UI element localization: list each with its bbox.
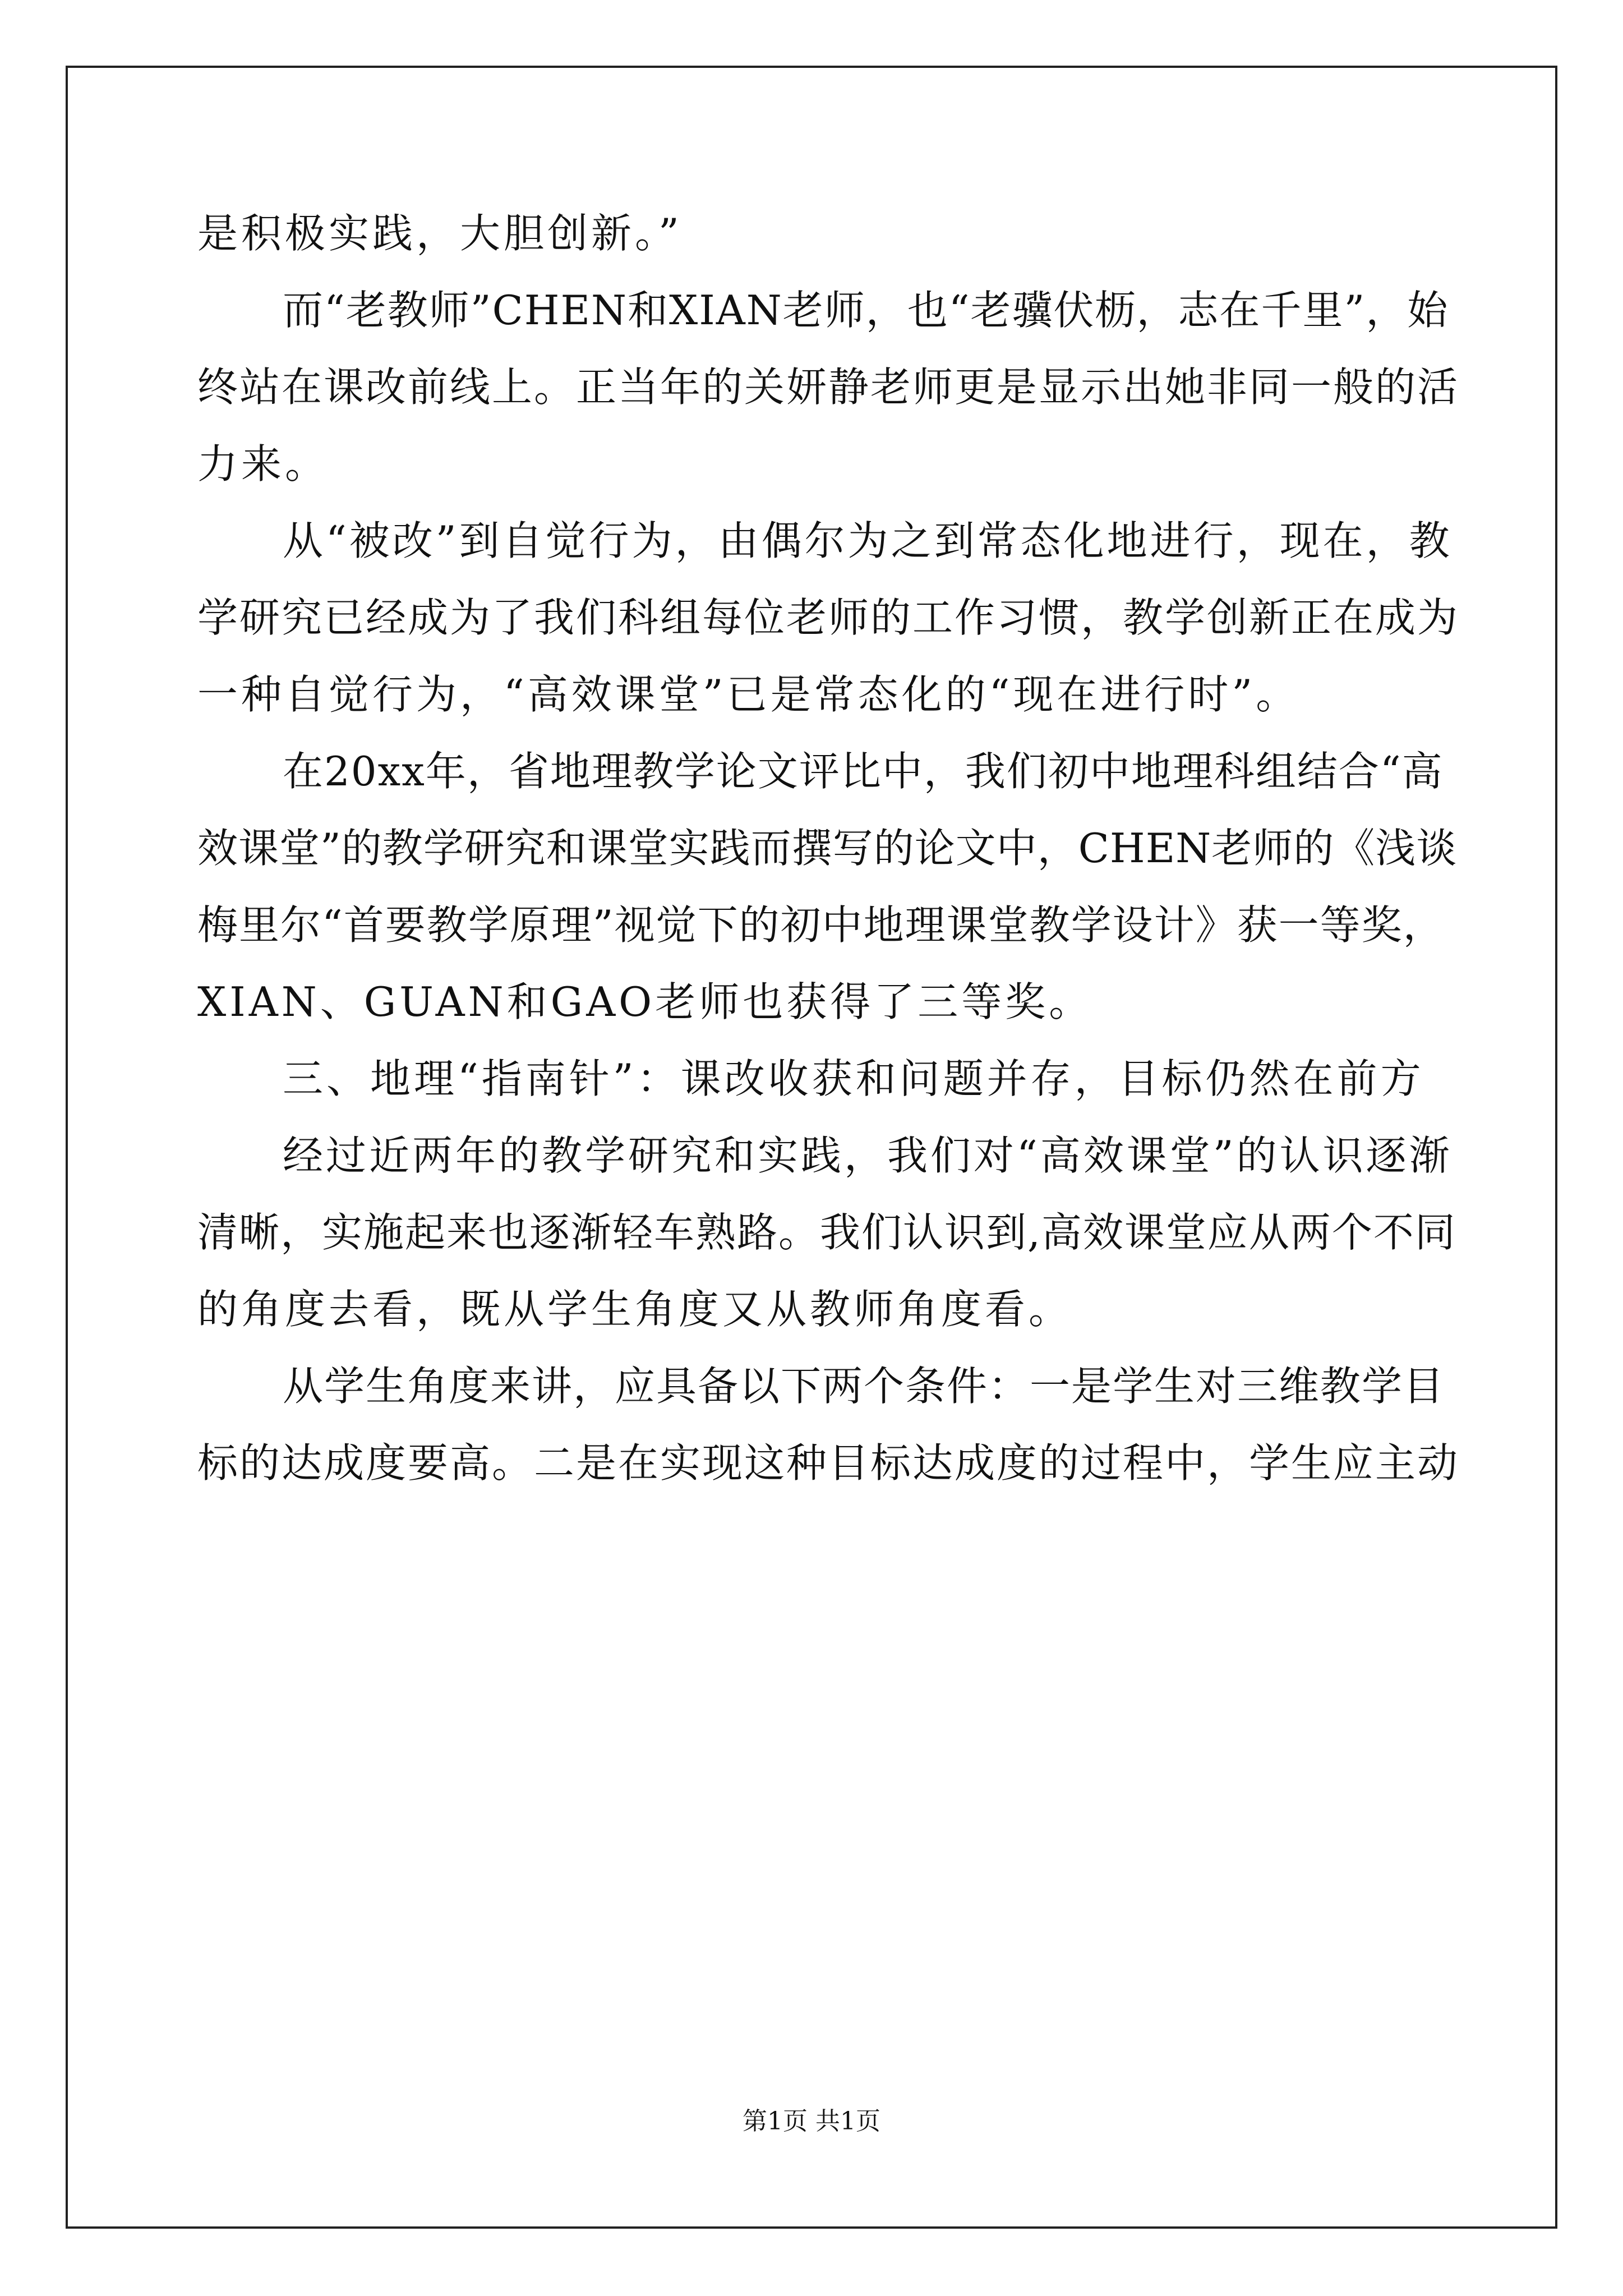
text-line: 一种自觉行为，“高效课堂”已是常态化的“现在进行时”。 — [197, 671, 1300, 718]
text-line: 梅里尔“首要教学原理”视觉下的初中地理课堂教学设计》获一等奖， — [197, 901, 1445, 949]
text-line: 效课堂”的教学研究和课堂实践而撰写的论文中，CHEN老师的《浅谈 — [197, 825, 1458, 872]
text-line: 终站在课改前线上。正当年的关妍静老师更是显示出她非同一般的活 — [197, 364, 1460, 411]
section-heading: 三、地理“指南针”：课改收获和问题并存，目标仍然在前方 — [283, 1055, 1424, 1102]
text-line: 力来。 — [197, 440, 329, 487]
text-line: XIAN、GUAN和GAO老师也获得了三等奖。 — [197, 978, 1093, 1025]
text-line: 经过近两年的教学研究和实践，我们对“高效课堂”的认识逐渐 — [283, 1132, 1453, 1179]
text-line: 从“被改”到自觉行为，由偶尔为之到常态化地进行，现在，教 — [283, 517, 1453, 564]
text-line: 从学生角度来讲，应具备以下两个条件：一是学生对三维教学目 — [283, 1363, 1445, 1410]
text-line: 清晰，实施起来也逐渐轻车熟路。我们认识到,高效课堂应从两个不同 — [197, 1209, 1456, 1256]
text-line: 是积极实践，大胆创新。” — [197, 210, 683, 257]
text-line: 在20xx年，省地理教学论文评比中，我们初中地理科组结合“高 — [283, 748, 1444, 795]
text-line: 学研究已经成为了我们科组每位老师的工作习惯，教学创新正在成为 — [197, 594, 1460, 641]
page-number-footer: 第1页 共1页 — [743, 2107, 880, 2136]
text-line: 而“老教师”CHEN和XIAN老师，也“老骥伏枥，志在千里”，始 — [283, 287, 1449, 334]
text-line: 标的达成度要高。二是在实现这种目标达成度的过程中，学生应主动 — [197, 1439, 1460, 1487]
text-line: 的角度去看，既从学生角度又从教师角度看。 — [197, 1286, 1073, 1333]
document-body — [197, 195, 1459, 1502]
